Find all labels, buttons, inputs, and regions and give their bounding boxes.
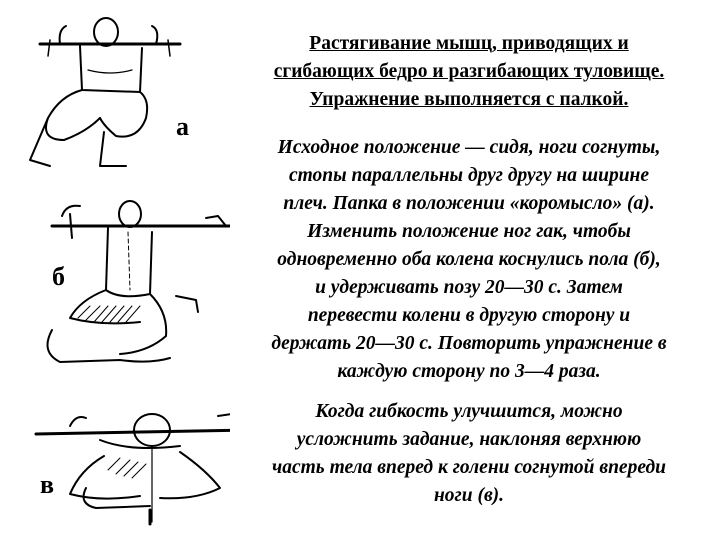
description-line: каждую сторону по 3—4 раза.: [337, 361, 601, 382]
figure-label-v: в: [40, 470, 55, 499]
description-line: стопы параллельны друг другу на ширине: [288, 165, 650, 186]
seated-figure-stick-shoulders-icon: [30, 18, 180, 166]
description-line: одновременно оба колена коснулись пола (б),: [277, 249, 661, 270]
note-line: часть тела вперед к голени согнутой впереди: [271, 457, 667, 478]
seated-figure-knees-down-icon: [48, 201, 231, 362]
description-line: Исходное положение — сидя, ноги согнуты,: [277, 137, 661, 158]
figure-label-a: а: [176, 112, 189, 141]
note-line: Когда гибкость улучшится, можно: [315, 401, 623, 422]
note-line: усложнить задание, наклоняя верхнюю: [296, 429, 642, 450]
exercise-title: [222, 30, 716, 114]
note-line: ноги (в).: [433, 485, 505, 506]
description-line: Изменить положение ног гак, чтобы: [307, 221, 631, 242]
title-line: Упражнение выполняется с палкой.: [309, 89, 629, 110]
description-line: перевести колени в другую сторону и: [307, 305, 631, 326]
description-line: плеч. Папка в положении «коромысло» (а).: [283, 193, 655, 214]
description-line: и удерживать позу 20—30 с. Затем: [315, 277, 623, 298]
title-line: сгибающих бедро и разгибающих туловище.: [273, 61, 665, 82]
figure-label-b: б: [52, 262, 65, 291]
description-line: держать 20—30 с. Повторить упражнение в: [271, 333, 667, 354]
exercise-note: [222, 398, 716, 510]
exercise-description: [222, 134, 716, 386]
exercise-illustrations: [0, 0, 230, 540]
seated-figure-bend-forward-icon: [36, 414, 230, 524]
title-line: Растягивание мышц, приводящих и: [309, 33, 629, 54]
